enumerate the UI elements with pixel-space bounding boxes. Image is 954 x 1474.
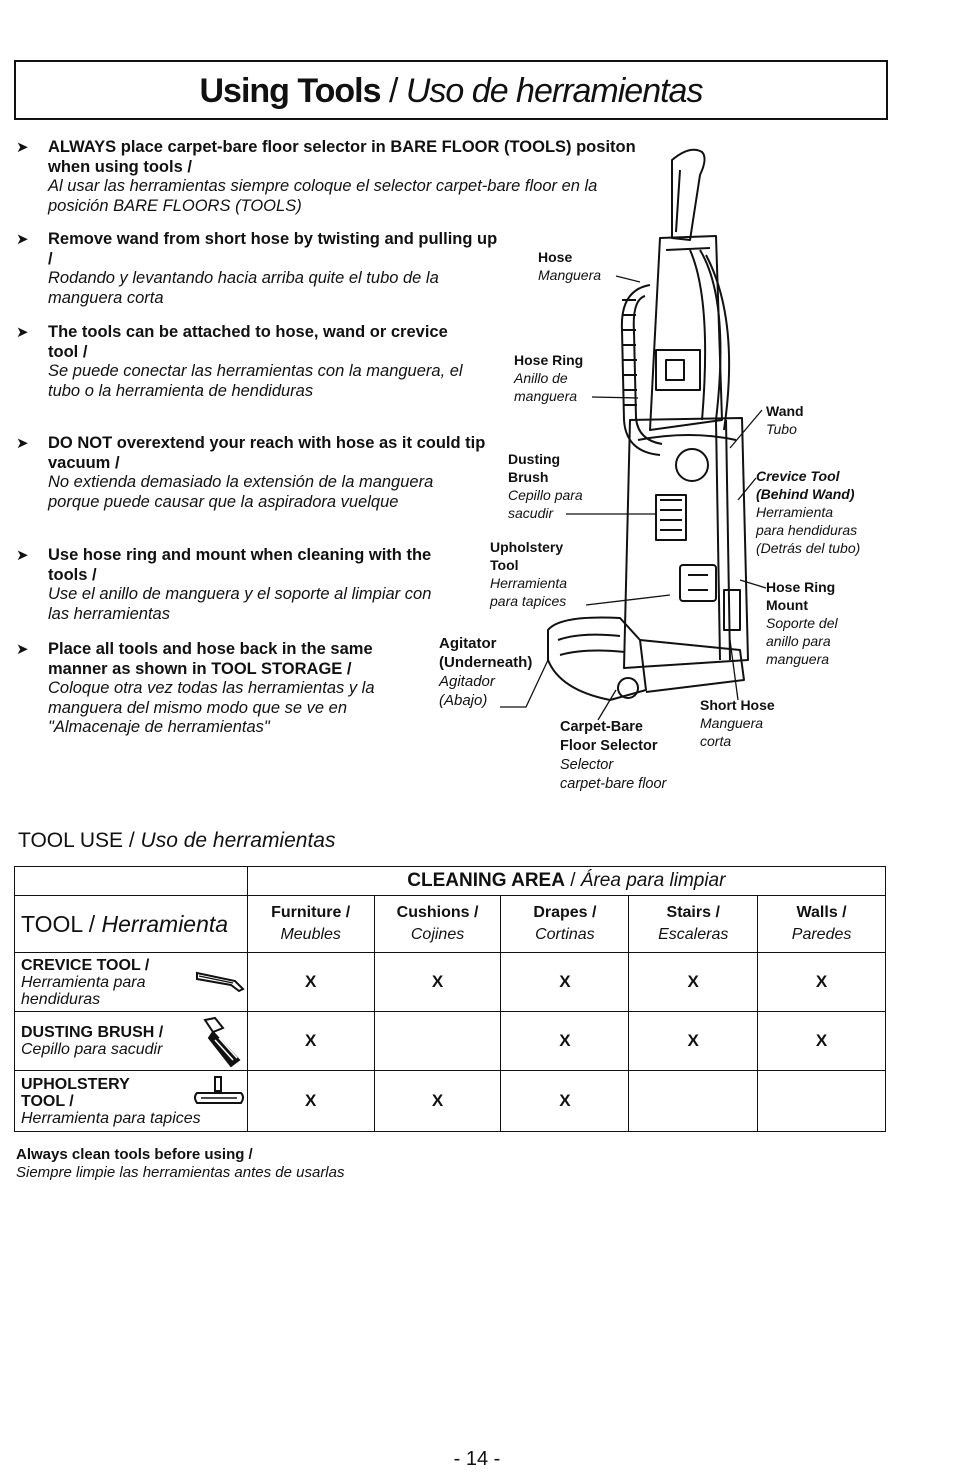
- callout-es: Herramienta: [756, 504, 834, 520]
- callout-es: manguera: [514, 388, 578, 404]
- tool-name-es: Herramienta para: [21, 973, 146, 991]
- mark-cell: X: [374, 1071, 501, 1132]
- callout-en: Agitator: [439, 635, 497, 652]
- callout-en: Brush: [508, 469, 549, 485]
- bullet-en: ALWAYS place carpet-bare floor selector in BARE FLOOR (TOOLS) positon when using tools /: [48, 138, 636, 176]
- callout-es: Selector: [560, 757, 614, 773]
- cleaning-area-en: CLEANING AREA: [407, 870, 565, 891]
- callout-es: (Abajo): [439, 692, 488, 709]
- callout-hose: [538, 248, 601, 284]
- callout-en: Hose Ring: [514, 352, 584, 368]
- column-header-walls: [758, 896, 886, 953]
- mark-cell: X: [758, 953, 886, 1012]
- mark-cell: [629, 1071, 758, 1132]
- tool-use-table: [14, 866, 886, 1132]
- title-en: Using Tools: [199, 72, 381, 110]
- section-heading-es: Uso de herramientas: [140, 829, 336, 852]
- column-header-stairs: [629, 896, 758, 953]
- callout-es: (Detrás del tubo): [756, 540, 861, 556]
- callout-dusting-brush: [508, 450, 583, 522]
- upholstery-tool-icon: [191, 1075, 247, 1109]
- page-number: - 14 -: [453, 1448, 501, 1470]
- callout-agitator: [439, 634, 532, 710]
- tool-cell-dusting-brush: [15, 1012, 248, 1071]
- callout-short-hose: [700, 696, 775, 750]
- callout-en: Hose Ring: [766, 579, 836, 595]
- callout-es: Cepillo para: [508, 487, 583, 503]
- mark-cell: [758, 1071, 886, 1132]
- callout-es: para hendiduras: [756, 522, 858, 538]
- tool-name-es: hendiduras: [21, 990, 101, 1008]
- callout-es: Herramienta: [490, 575, 568, 591]
- column-header-es: Paredes: [791, 926, 852, 943]
- bullet-en: Use hose ring and mount when cleaning with the tools /: [48, 546, 432, 584]
- column-header-drapes: [501, 896, 629, 953]
- callout-en: Crevice Tool: [756, 468, 840, 484]
- bullet-es: No extienda demasiado la extensión de la manguera porque puede causar que la aspiradora vuelque: [48, 473, 434, 511]
- column-header-en: Cushions /: [396, 904, 479, 921]
- cleaning-area-es: Área para limpiar: [580, 870, 726, 891]
- callout-hose-ring: [514, 351, 583, 405]
- tool-name-en: UPHOLSTERY: [21, 1075, 130, 1093]
- mark-cell: X: [629, 1012, 758, 1071]
- title-separator: /: [380, 72, 406, 110]
- section-heading-separator: /: [123, 829, 141, 852]
- callout-es: para tapices: [490, 593, 567, 609]
- title-es: Uso de herramientas: [405, 72, 703, 110]
- crevice-tool-icon: [195, 967, 245, 991]
- mark-cell: [374, 1012, 501, 1071]
- tool-header: [15, 896, 248, 953]
- mark-cell: X: [247, 953, 374, 1012]
- bullet-es: Coloque otra vez todas las herramientas y la manguera del mismo modo que se ve en "Almacenaje de herramientas": [48, 679, 375, 736]
- column-header-cushions: [374, 896, 501, 953]
- bullet-es: Al usar las herramientas siempre coloque el selector carpet-bare floor en la posición BARE FLOORS (TOOLS): [48, 177, 598, 215]
- mark-cell: X: [501, 1012, 629, 1071]
- callout-en: Upholstery: [490, 539, 564, 555]
- callout-es: manguera: [766, 651, 830, 667]
- arrow-bullet-icon: ➤: [16, 547, 29, 564]
- mark-cell: X: [501, 1071, 629, 1132]
- column-header-es: Escaleras: [658, 926, 729, 943]
- callout-es: Tubo: [766, 421, 797, 437]
- arrow-bullet-icon: ➤: [16, 641, 29, 658]
- arrow-bullet-icon: ➤: [16, 324, 29, 341]
- callout-es: sacudir: [508, 505, 554, 521]
- mark-cell: X: [247, 1071, 374, 1132]
- tool-name-en: CREVICE TOOL /: [21, 956, 150, 974]
- column-header-es: Cojines: [410, 926, 465, 943]
- callout-es: Soporte del: [766, 615, 838, 631]
- tool-header-es: Herramienta: [101, 910, 229, 937]
- mark-cell: X: [629, 953, 758, 1012]
- callout-en: Mount: [766, 597, 808, 613]
- callout-en: (Underneath): [439, 654, 533, 671]
- tool-name-es: Herramienta para tapices: [21, 1109, 201, 1127]
- callout-en: Short Hose: [700, 697, 775, 713]
- callout-wand: [766, 402, 804, 438]
- callout-en: Tool: [490, 557, 519, 573]
- callout-en: Wand: [766, 403, 804, 419]
- bullet-en: Place all tools and hose back in the same manner as shown in TOOL STORAGE /: [48, 640, 373, 678]
- bullet-es: Use el anillo de manguera y el soporte al limpiar con las herramientas: [48, 585, 432, 623]
- callout-es: corta: [700, 733, 732, 749]
- tool-header-en: TOOL: [21, 910, 83, 937]
- callout-es: Manguera: [538, 267, 602, 283]
- cleaning-note-es: Siempre limpie las herramientas antes de usarlas: [16, 1164, 345, 1181]
- mark-cell: X: [758, 1012, 886, 1071]
- table-row: [15, 1012, 886, 1071]
- table-row: [15, 953, 886, 1012]
- tool-name-en: TOOL /: [21, 1092, 74, 1110]
- callout-es: Manguera: [700, 715, 764, 731]
- cleaning-note-en: Always clean tools before using /: [16, 1146, 253, 1163]
- callout-en: Dusting: [508, 451, 561, 467]
- callout-es: Agitador: [439, 673, 495, 690]
- callout-carpet-bare-selector: [560, 718, 666, 794]
- mark-cell: X: [374, 953, 501, 1012]
- bullet-es: Se puede conectar las herramientas con la manguera, el tubo o la herramienta de hendiduras: [48, 362, 463, 400]
- cleaning-note: [16, 1146, 344, 1182]
- mark-cell: X: [247, 1012, 374, 1071]
- column-header-en: Drapes /: [533, 904, 597, 921]
- column-header-furniture: [247, 896, 374, 953]
- callout-en: (Behind Wand): [756, 486, 855, 502]
- callout-upholstery-tool: [490, 538, 567, 610]
- mark-cell: X: [501, 953, 629, 1012]
- bullet-es: Rodando y levantando hacia arriba quite el tubo de la manguera corta: [48, 269, 439, 307]
- tool-cell-crevice: [15, 953, 248, 1012]
- tool-name-es: Cepillo para sacudir: [21, 1041, 163, 1058]
- column-header-en: Stairs /: [666, 904, 720, 921]
- callout-en: Carpet-Bare: [560, 719, 643, 735]
- callout-crevice-tool: [756, 467, 860, 557]
- cleaning-area-separator: /: [564, 870, 581, 891]
- section-heading: [18, 829, 335, 853]
- tool-header-separator: /: [82, 910, 102, 937]
- column-header-es: Cortinas: [535, 926, 595, 943]
- section-heading-en: TOOL USE: [18, 829, 124, 852]
- callout-es: Anillo de: [514, 370, 568, 386]
- table-header-row: [15, 867, 886, 896]
- arrow-bullet-icon: ➤: [16, 231, 29, 248]
- callout-es: carpet-bare floor: [560, 776, 667, 792]
- column-header-en: Walls /: [796, 904, 847, 921]
- callout-hose-ring-mount: [766, 578, 838, 668]
- dusting-brush-icon: [201, 1016, 245, 1068]
- column-header-es: Meubles: [280, 926, 341, 943]
- column-header-en: Furniture /: [271, 904, 351, 921]
- bullet-en: The tools can be attached to hose, wand or crevice tool /: [48, 323, 448, 361]
- table-row: [15, 1071, 886, 1132]
- bullet-en: DO NOT overextend your reach with hose as it could tip vacuum /: [48, 434, 486, 472]
- callout-es: anillo para: [766, 633, 831, 649]
- tool-cell-upholstery: [15, 1071, 248, 1132]
- tool-name-en: DUSTING BRUSH /: [21, 1024, 164, 1041]
- cleaning-area-header: [247, 867, 885, 896]
- arrow-bullet-icon: ➤: [16, 435, 29, 452]
- table-corner-cell: [15, 867, 248, 896]
- callout-en: Hose: [538, 249, 573, 265]
- bullet-en: Remove wand from short hose by twisting and pulling up /: [48, 230, 498, 268]
- table-column-row: [15, 896, 886, 953]
- callout-en: Floor Selector: [560, 738, 658, 754]
- arrow-bullet-icon: ➤: [16, 139, 29, 156]
